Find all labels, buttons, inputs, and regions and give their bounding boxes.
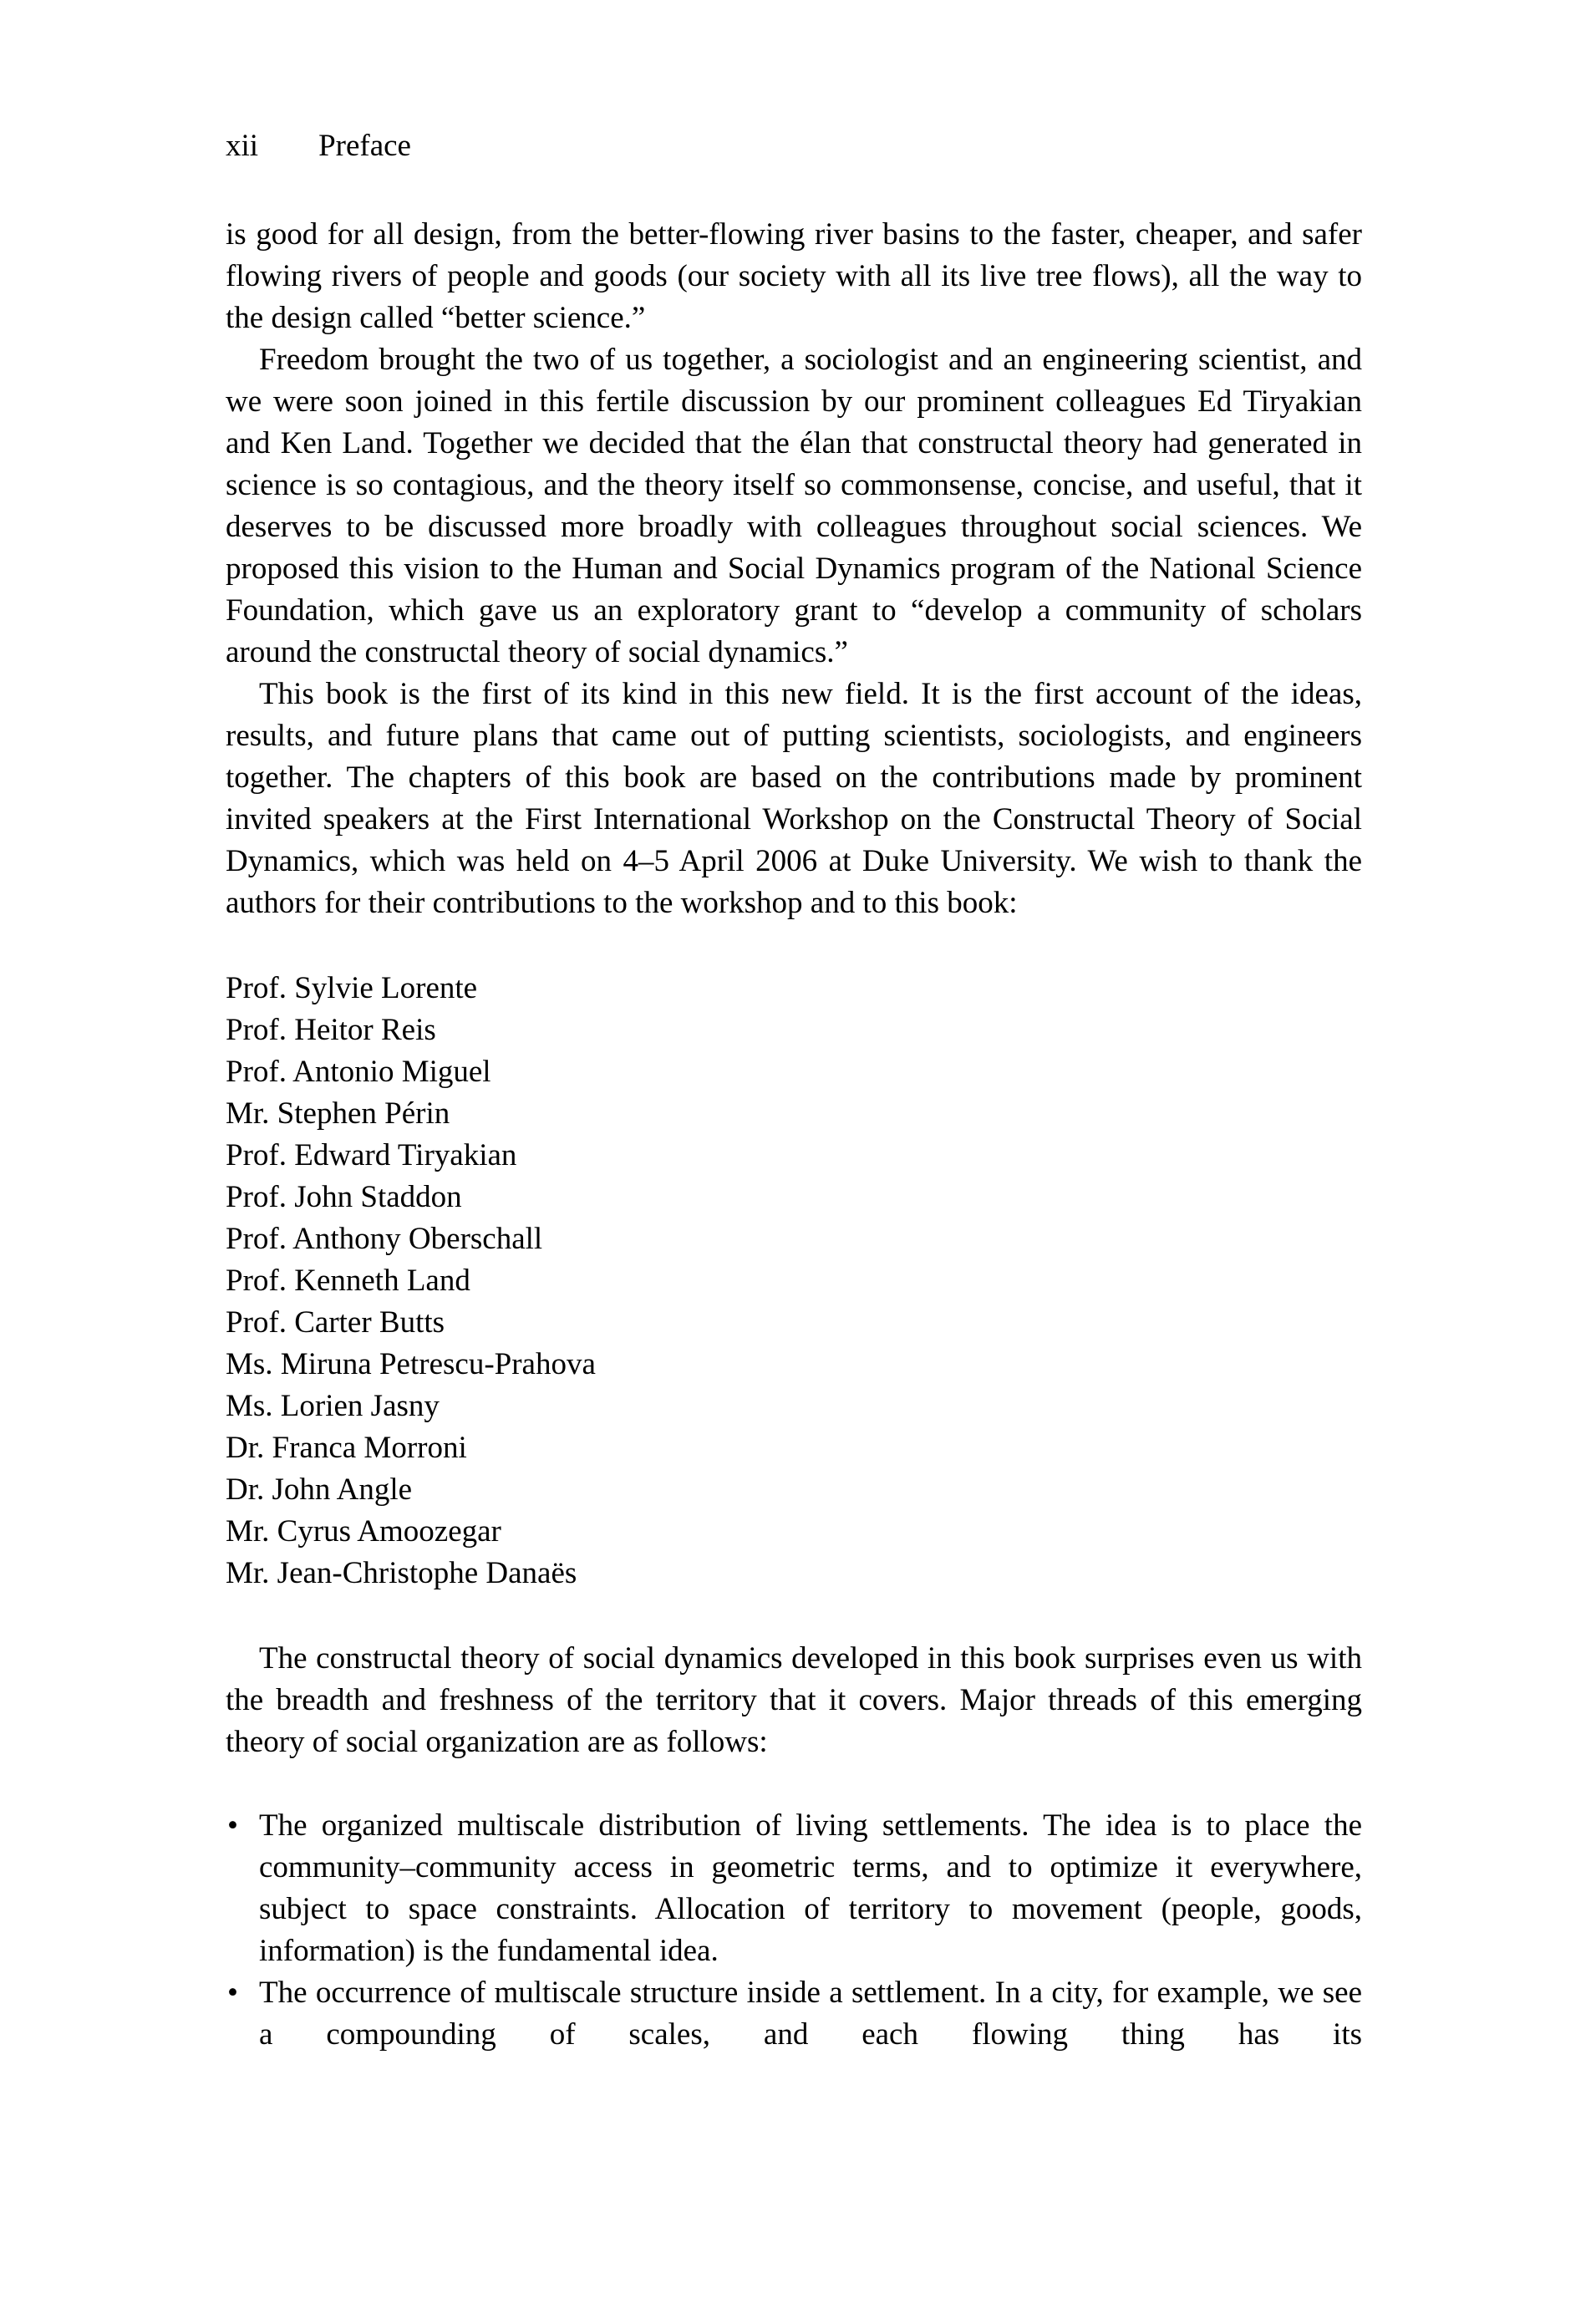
speaker-name: Prof. Heitor Reis (226, 1013, 436, 1047)
bullet-icon: • (227, 1976, 238, 2010)
speaker-name: Mr. Jean-Christophe Danaës (226, 1556, 577, 1590)
page-header (226, 125, 1362, 167)
paragraph: is good for all design, from the better-flowing river basins to the faster, cheaper, and safer flowing rivers of people and goods (our society with all its live tree flows), all the way to the design called “better science.” (226, 217, 1362, 335)
running-title: Preface (318, 129, 411, 163)
speaker-name: Prof. Antonio Miguel (226, 1055, 491, 1089)
speaker-name: Dr. John Angle (226, 1472, 413, 1507)
speaker-name: Prof. Anthony Oberschall (226, 1222, 543, 1256)
speaker-name: Dr. Franca Morroni (226, 1431, 467, 1465)
bullet-item (226, 1972, 1362, 2056)
paragraph: Freedom brought the two of us together, a sociologist and an engineering scientist, and we were soon joined in this fertile discussion by our prominent colleagues Ed Tiryakian and Ken Land. Together we decided that the élan that constructal theory had generated in science is so contagious, and the theory itself so commonsense, concise, and useful, that it deserves to be discussed more broadly with colleagues throughout social sciences. We proposed this vision to the Human and Social Dynamics program of the National Science Foundation, which gave us an exploratory grant to “develop a community of scholars around the constructal theory of social dynamics.” (226, 343, 1362, 669)
invited-speakers-list (226, 968, 1362, 1594)
bullet-item (226, 1805, 1362, 1972)
speaker-name: Prof. Carter Butts (226, 1305, 445, 1340)
threads-list (226, 1805, 1362, 2056)
speaker-name: Ms. Lorien Jasny (226, 1389, 440, 1423)
speaker-name: Ms. Miruna Petrescu-Prahova (226, 1347, 596, 1381)
page-body (226, 214, 1362, 2056)
speaker-name: Prof. Kenneth Land (226, 1264, 470, 1298)
paragraph: This book is the first of its kind in this new field. It is the first account of the ideas, results, and future plans that came out of putting scientists, sociologists, and engineers together. The chapters of this book are based on the contributions made by prominent invited speakers at the First International Workshop on the Constructal Theory of Social Dynamics, which was held on 4–5 April 2006 at Duke University. We wish to thank the authors for their contributions to the workshop and to this book: (226, 677, 1362, 920)
speaker-name: Mr. Cyrus Amoozegar (226, 1514, 501, 1549)
bullet-text: The organized multiscale distribution of living settlements. The idea is to place the community–community access in geometric terms, and to optimize it everywhere, subject to space constraints. Allocation of territory to movement (people, goods, information) is the fundamental idea. (259, 1808, 1362, 1968)
speaker-name: Prof. Edward Tiryakian (226, 1138, 517, 1172)
speaker-name: Prof. Sylvie Lorente (226, 971, 478, 1005)
paragraph: The constructal theory of social dynamics developed in this book surprises even us with the breadth and freshness of the territory that it covers. Major threads of this emerging theory of social organization are as follows: (226, 1641, 1362, 1759)
bullet-icon: • (227, 1808, 238, 1843)
bullet-text: The occurrence of multiscale structure inside a settlement. In a city, for example, we see a compounding of scales, and each flowing thing has its (259, 1976, 1362, 2052)
page-number: xii (226, 129, 259, 163)
speaker-name: Prof. John Staddon (226, 1180, 462, 1214)
speaker-name: Mr. Stephen Périn (226, 1096, 450, 1131)
